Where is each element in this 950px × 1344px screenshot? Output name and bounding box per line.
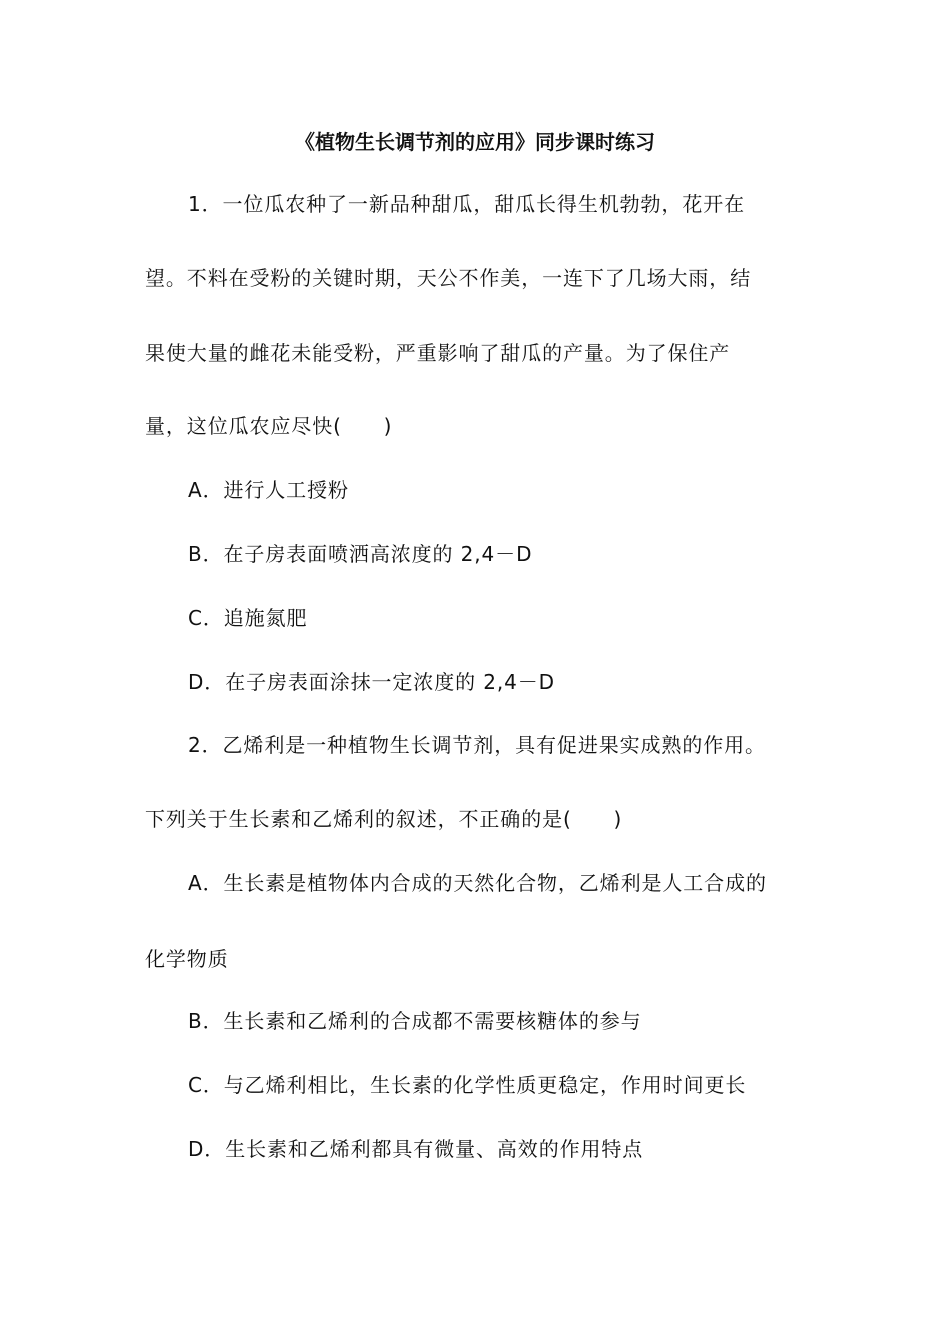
q2-stem-line-2: 下列关于生长素和乙烯利的叙述，不正确的是( ) — [145, 807, 623, 831]
q1-option-c: C．追施氮肥 — [188, 606, 308, 630]
q2-option-a-continued: 化学物质 — [145, 947, 229, 971]
q1-stem-line-4: 量，这位瓜农应尽快( ) — [145, 414, 393, 438]
q1-option-d: D．在子房表面涂抹一定浓度的 2,4－D — [188, 670, 555, 694]
q1-stem-line-2: 望。不料在受粉的关键时期，天公不作美，一连下了几场大雨，结 — [145, 266, 752, 290]
q1-option-b: B．在子房表面喷洒高浓度的 2,4－D — [188, 542, 533, 566]
q2-option-b: B．生长素和乙烯利的合成都不需要核糖体的参与 — [188, 1009, 642, 1033]
q2-option-c: C．与乙烯利相比，生长素的化学性质更稳定，作用时间更长 — [188, 1073, 747, 1097]
q1-option-a: A．进行人工授粉 — [188, 478, 349, 502]
q2-stem-line-1: 2．乙烯利是一种植物生长调节剂，具有促进果实成熟的作用。 — [188, 733, 766, 757]
q1-stem-line-1: 1．一位瓜农种了一新品种甜瓜，甜瓜长得生机勃勃，花开在 — [188, 192, 746, 216]
q1-stem-line-3: 果使大量的雌花未能受粉，严重影响了甜瓜的产量。为了保住产 — [145, 341, 731, 365]
q2-option-a: A．生长素是植物体内合成的天然化合物，乙烯利是人工合成的 — [188, 871, 767, 895]
page-title: 《植物生长调节剂的应用》同步课时练习 — [295, 130, 655, 154]
q2-option-d: D．生长素和乙烯利都具有微量、高效的作用特点 — [188, 1137, 644, 1161]
